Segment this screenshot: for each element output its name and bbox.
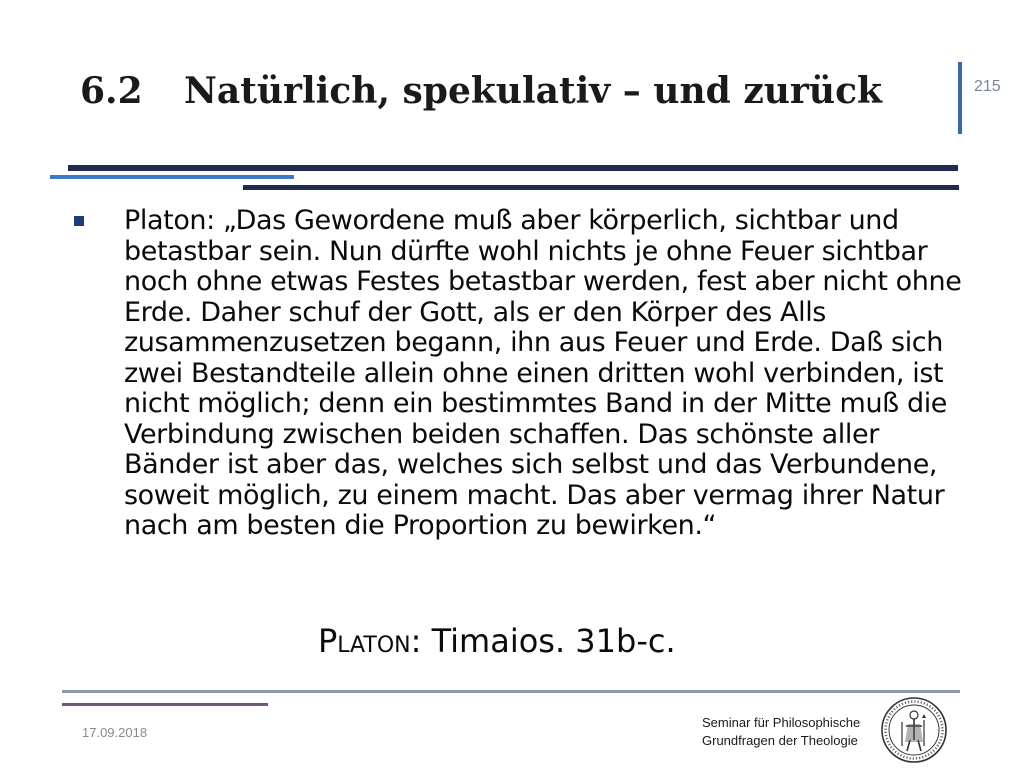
footer-divider (62, 690, 960, 693)
footer-organization (702, 714, 860, 750)
footer-date: 17.09.2018 (82, 725, 148, 740)
header-divider-accent (50, 175, 294, 179)
citation (318, 622, 676, 660)
section-number: 6.2 (80, 70, 143, 112)
title-accent-bar (958, 62, 962, 134)
citation-work: : Timaios. 31b-c. (410, 622, 676, 660)
footer-org-line-2: Grundfragen der Theologie (702, 733, 858, 748)
section-title-text: Natürlich, spekulativ – und zurück (184, 70, 882, 112)
square-bullet-icon (74, 216, 84, 226)
slide-number: 215 (974, 78, 1001, 95)
university-seal-icon (880, 696, 948, 764)
footer-org-line-1: Seminar für Philosophische (702, 715, 861, 730)
header-divider-top (68, 165, 958, 171)
quote-list-item (72, 206, 962, 542)
slide-title (80, 72, 882, 112)
citation-author: Platon (318, 622, 411, 660)
header-divider-bottom (243, 185, 959, 190)
footer-divider-accent (62, 703, 268, 706)
quote-text: Platon: „Das Gewordene muß aber körperlich, sichtbar und betastbar sein. Nun dürfte wohl nichts je ohne Feuer sichtbar noch ohne etwas Festes betastbar werden, fest aber nicht ohne Erde. Daher schuf der Gott, als er den Körper des Alls zusammenzusetzen begann, ihn aus Feuer und Erde. Daß sich zwei Bestandteile allein ohne einen dritten wohl verbinden, ist nicht möglich; denn ein bestimmtes Band in der Mitte muß die Verbindung zwischen beiden schaffen. Das schönste aller Bänder ist aber das, welches sich selbst und das Verbundene, soweit möglich, zu einem macht. Das aber vermag ihrer Natur nach am besten die Proportion zu bewirken.“ (124, 205, 962, 541)
